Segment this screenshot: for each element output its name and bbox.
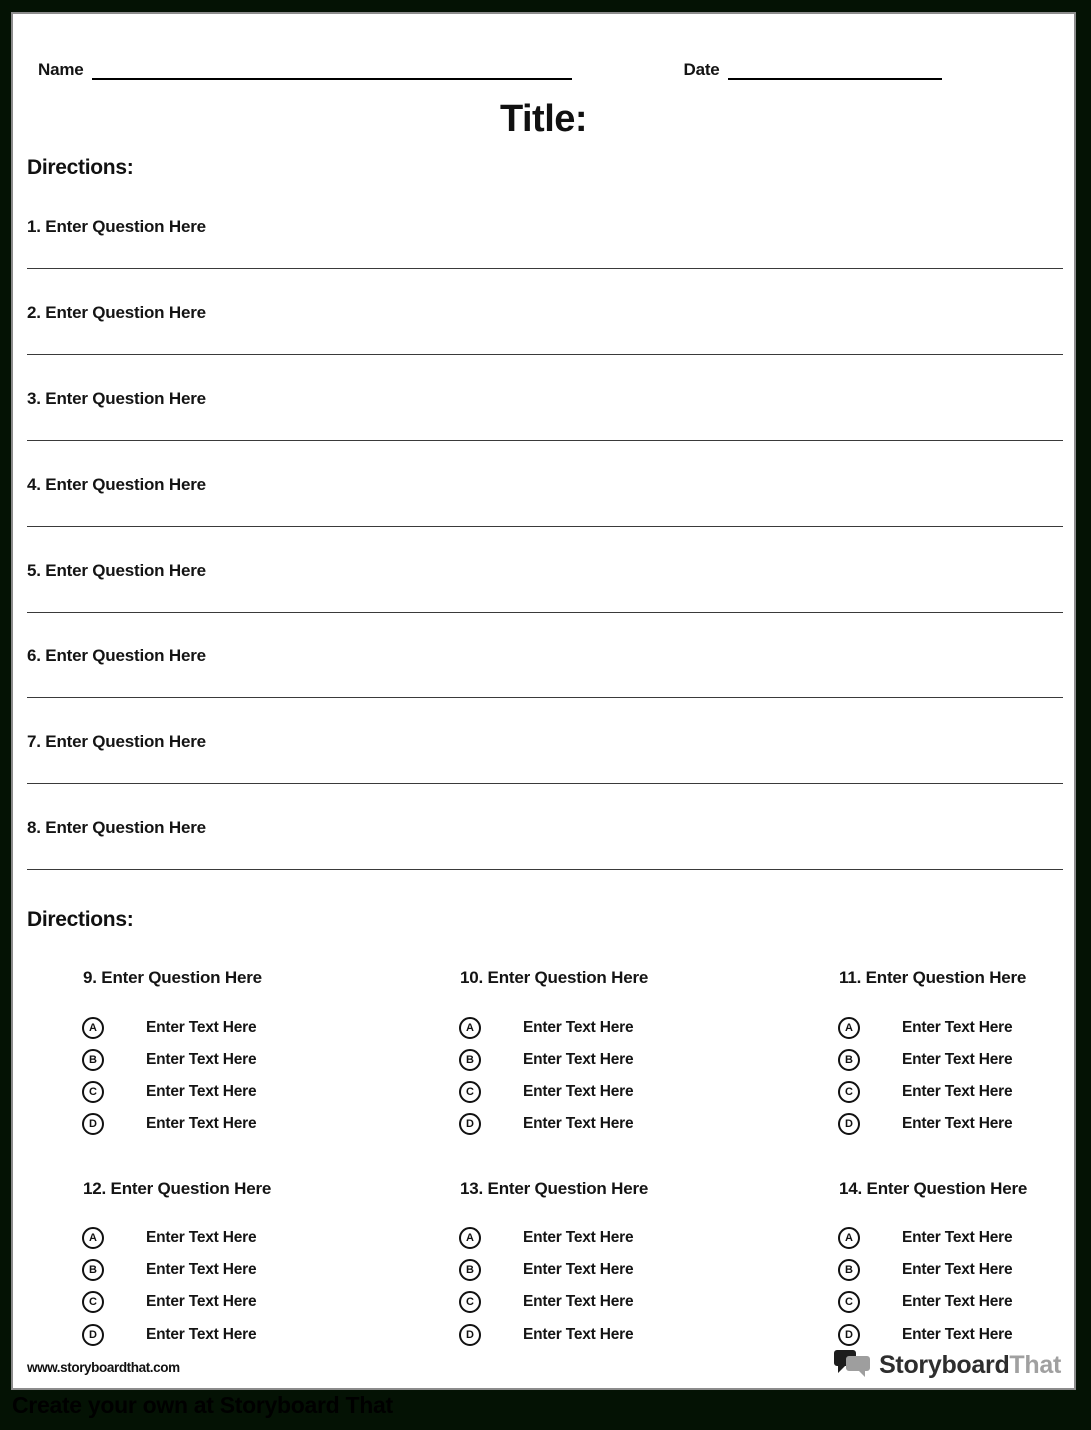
answer-line[interactable] (27, 783, 1063, 784)
mc-question-10 (459, 968, 769, 1168)
choice-bubble[interactable]: B (838, 1049, 860, 1071)
choice-text[interactable]: Enter Text Here (902, 1019, 1013, 1036)
mc-question-9 (82, 968, 392, 1168)
choice-bubble[interactable]: D (459, 1324, 481, 1346)
choice-bubble[interactable]: B (82, 1049, 104, 1071)
mc-question-11 (838, 968, 1091, 1168)
answer-line[interactable] (27, 612, 1063, 613)
choice-c (459, 1081, 633, 1103)
choice-bubble[interactable]: D (838, 1113, 860, 1135)
choice-bubble[interactable]: C (82, 1081, 104, 1103)
mc-question-13 (459, 1179, 769, 1379)
choice-text[interactable]: Enter Text Here (902, 1083, 1013, 1100)
worksheet-page (11, 12, 1076, 1390)
open-question-2 (27, 303, 1063, 389)
choice-b (82, 1259, 256, 1281)
choice-text[interactable]: Enter Text Here (902, 1051, 1013, 1068)
open-question-5 (27, 561, 1063, 647)
choice-text[interactable]: Enter Text Here (146, 1115, 257, 1132)
choice-a (459, 1227, 633, 1249)
choice-d (459, 1324, 633, 1346)
open-question-3 (27, 389, 1063, 475)
choice-text[interactable]: Enter Text Here (902, 1229, 1013, 1246)
name-input-line[interactable] (92, 58, 572, 80)
choice-bubble[interactable]: D (82, 1113, 104, 1135)
choice-bubble[interactable]: D (838, 1324, 860, 1346)
choice-d (838, 1324, 1012, 1346)
answer-line[interactable] (27, 268, 1063, 269)
answer-line[interactable] (27, 869, 1063, 870)
open-question-8 (27, 818, 1063, 904)
choice-a (82, 1017, 256, 1039)
open-question-text[interactable]: 7. Enter Question Here (27, 732, 206, 751)
date-label: Date (683, 60, 720, 79)
answer-line[interactable] (27, 440, 1063, 441)
choice-b (838, 1049, 1012, 1071)
choice-b (82, 1049, 256, 1071)
outside-caption: Create your own at Storyboard That (12, 1392, 393, 1418)
mc-question-text[interactable]: 13. Enter Question Here (460, 1179, 649, 1198)
mc-question-text[interactable]: 11. Enter Question Here (839, 968, 1027, 987)
website-url: www.storyboardthat.com (27, 1360, 180, 1375)
name-date-row (13, 58, 1074, 80)
answer-line[interactable] (27, 354, 1063, 355)
open-question-text[interactable]: 4. Enter Question Here (27, 475, 206, 494)
choice-bubble[interactable]: B (82, 1259, 104, 1281)
choice-bubble[interactable]: C (459, 1081, 481, 1103)
mc-question-text[interactable]: 12. Enter Question Here (83, 1179, 272, 1198)
open-question-1 (27, 217, 1063, 303)
choice-bubble[interactable]: C (459, 1291, 481, 1313)
open-question-text[interactable]: 2. Enter Question Here (27, 303, 206, 322)
choice-text[interactable]: Enter Text Here (523, 1083, 634, 1100)
choice-bubble[interactable]: B (838, 1259, 860, 1281)
choice-text[interactable]: Enter Text Here (146, 1261, 257, 1278)
choice-c (82, 1081, 256, 1103)
choice-text[interactable]: Enter Text Here (523, 1293, 634, 1310)
choice-text[interactable]: Enter Text Here (523, 1261, 634, 1278)
mc-question-text[interactable]: 14. Enter Question Here (839, 1179, 1028, 1198)
choice-text[interactable]: Enter Text Here (146, 1326, 257, 1343)
storyboardthat-logo (834, 1348, 1061, 1382)
choice-b (459, 1259, 633, 1281)
choice-c (838, 1081, 1012, 1103)
choice-d (82, 1324, 256, 1346)
directions-heading-2[interactable]: Directions: (27, 908, 134, 931)
choice-text[interactable]: Enter Text Here (902, 1261, 1013, 1278)
choice-bubble[interactable]: A (459, 1227, 481, 1249)
speech-bubbles-icon (834, 1348, 879, 1382)
choice-a (459, 1017, 633, 1039)
choice-c (82, 1291, 256, 1313)
choice-text[interactable]: Enter Text Here (902, 1326, 1013, 1343)
choice-bubble[interactable]: A (82, 1017, 104, 1039)
worksheet-title[interactable]: Title: (499, 98, 588, 140)
choice-bubble[interactable]: A (82, 1227, 104, 1249)
choice-c (459, 1291, 633, 1313)
mc-question-text[interactable]: 10. Enter Question Here (460, 968, 649, 987)
choice-bubble[interactable]: C (838, 1081, 860, 1103)
choice-a (838, 1227, 1012, 1249)
mc-question-12 (82, 1179, 392, 1379)
open-question-text[interactable]: 6. Enter Question Here (27, 646, 206, 665)
open-question-text[interactable]: 3. Enter Question Here (27, 389, 206, 408)
open-question-4 (27, 475, 1063, 561)
answer-line[interactable] (27, 526, 1063, 527)
choice-b (459, 1049, 633, 1071)
open-question-6 (27, 646, 1063, 732)
choice-a (82, 1227, 256, 1249)
choice-text[interactable]: Enter Text Here (146, 1229, 257, 1246)
choice-text[interactable]: Enter Text Here (146, 1019, 257, 1036)
open-question-7 (27, 732, 1063, 818)
choice-d (459, 1113, 633, 1135)
answer-line[interactable] (27, 697, 1063, 698)
choice-text[interactable]: Enter Text Here (146, 1051, 257, 1068)
choice-text[interactable]: Enter Text Here (902, 1115, 1013, 1132)
choice-bubble[interactable]: A (838, 1227, 860, 1249)
choice-bubble[interactable]: A (838, 1017, 860, 1039)
choice-text[interactable]: Enter Text Here (523, 1229, 634, 1246)
choice-a (838, 1017, 1012, 1039)
open-question-text[interactable]: 5. Enter Question Here (27, 561, 206, 580)
name-label: Name (38, 60, 84, 79)
choice-text[interactable]: Enter Text Here (523, 1051, 634, 1068)
choice-bubble[interactable]: D (82, 1324, 104, 1346)
logo-text-that: That (1009, 1350, 1061, 1379)
choice-bubble[interactable]: A (459, 1017, 481, 1039)
choice-d (82, 1113, 256, 1135)
choice-d (838, 1113, 1012, 1135)
choice-bubble[interactable]: C (82, 1291, 104, 1313)
open-question-text[interactable]: 1. Enter Question Here (27, 217, 206, 236)
choice-bubble[interactable]: D (459, 1113, 481, 1135)
choice-text[interactable]: Enter Text Here (523, 1019, 634, 1036)
choice-bubble[interactable]: B (459, 1259, 481, 1281)
mc-question-text[interactable]: 9. Enter Question Here (83, 968, 262, 987)
choice-text[interactable]: Enter Text Here (523, 1115, 634, 1132)
logo-text-storyboard: Storyboard (879, 1350, 1010, 1379)
choice-text[interactable]: Enter Text Here (146, 1293, 257, 1310)
choice-bubble[interactable]: C (838, 1291, 860, 1313)
directions-heading-1[interactable]: Directions: (27, 156, 134, 179)
choice-text[interactable]: Enter Text Here (523, 1326, 634, 1343)
choice-text[interactable]: Enter Text Here (902, 1293, 1013, 1310)
choice-c (838, 1291, 1012, 1313)
choice-text[interactable]: Enter Text Here (146, 1083, 257, 1100)
choice-b (838, 1259, 1012, 1281)
date-input-line[interactable] (728, 58, 942, 80)
open-question-text[interactable]: 8. Enter Question Here (27, 818, 206, 837)
choice-bubble[interactable]: B (459, 1049, 481, 1071)
